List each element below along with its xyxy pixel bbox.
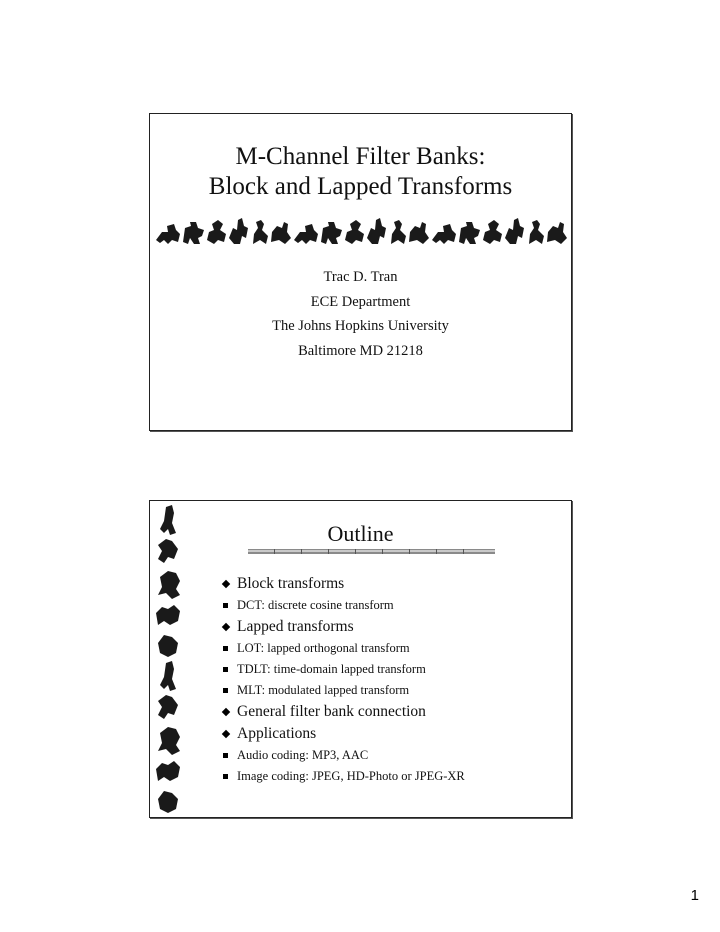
square-bullet-icon (223, 753, 228, 758)
title-slide (149, 113, 572, 431)
author-location: Baltimore MD 21218 (298, 342, 423, 359)
list-subitem: Audio coding: MP3, AAC (220, 745, 465, 766)
square-bullet-icon (223, 774, 228, 779)
diamond-bullet-icon (222, 730, 230, 738)
silhouette-strip-icon (152, 503, 186, 815)
square-bullet-icon (223, 688, 228, 693)
square-bullet-icon (223, 646, 228, 651)
list-item: Applications (220, 723, 465, 745)
slide-title: Outline (327, 521, 394, 546)
diamond-bullet-icon (222, 580, 230, 588)
list-subitem: MLT: modulated lapped transform (220, 680, 465, 701)
square-bullet-icon (223, 667, 228, 672)
outline-list (220, 573, 465, 787)
diamond-bullet-icon (222, 708, 230, 716)
list-subitem: TDLT: time-domain lapped transform (220, 659, 465, 680)
list-item: Lapped transforms (220, 616, 465, 638)
list-item: General filter bank connection (220, 701, 465, 723)
silhouette-border-icon (154, 214, 569, 248)
list-subitem: LOT: lapped orthogonal transform (220, 638, 465, 659)
page-number: 1 (690, 887, 699, 904)
title-underline-divider (248, 549, 495, 554)
square-bullet-icon (223, 603, 228, 608)
author-department: ECE Department (310, 293, 411, 310)
list-item: Block transforms (220, 573, 465, 595)
author-university: The Johns Hopkins University (272, 318, 449, 334)
author-info (150, 265, 571, 363)
slide-title-line-1: M-Channel Filter Banks: (235, 143, 486, 170)
diamond-bullet-icon (222, 623, 230, 631)
slide-title (150, 142, 571, 202)
author-name: Trac D. Tran (323, 269, 398, 285)
outline-slide (149, 500, 572, 818)
list-subitem: DCT: discrete cosine transform (220, 595, 465, 616)
list-subitem: Image coding: JPEG, HD-Photo or JPEG-XR (220, 766, 465, 787)
slide-title-line-2: Block and Lapped Transforms (208, 173, 513, 200)
